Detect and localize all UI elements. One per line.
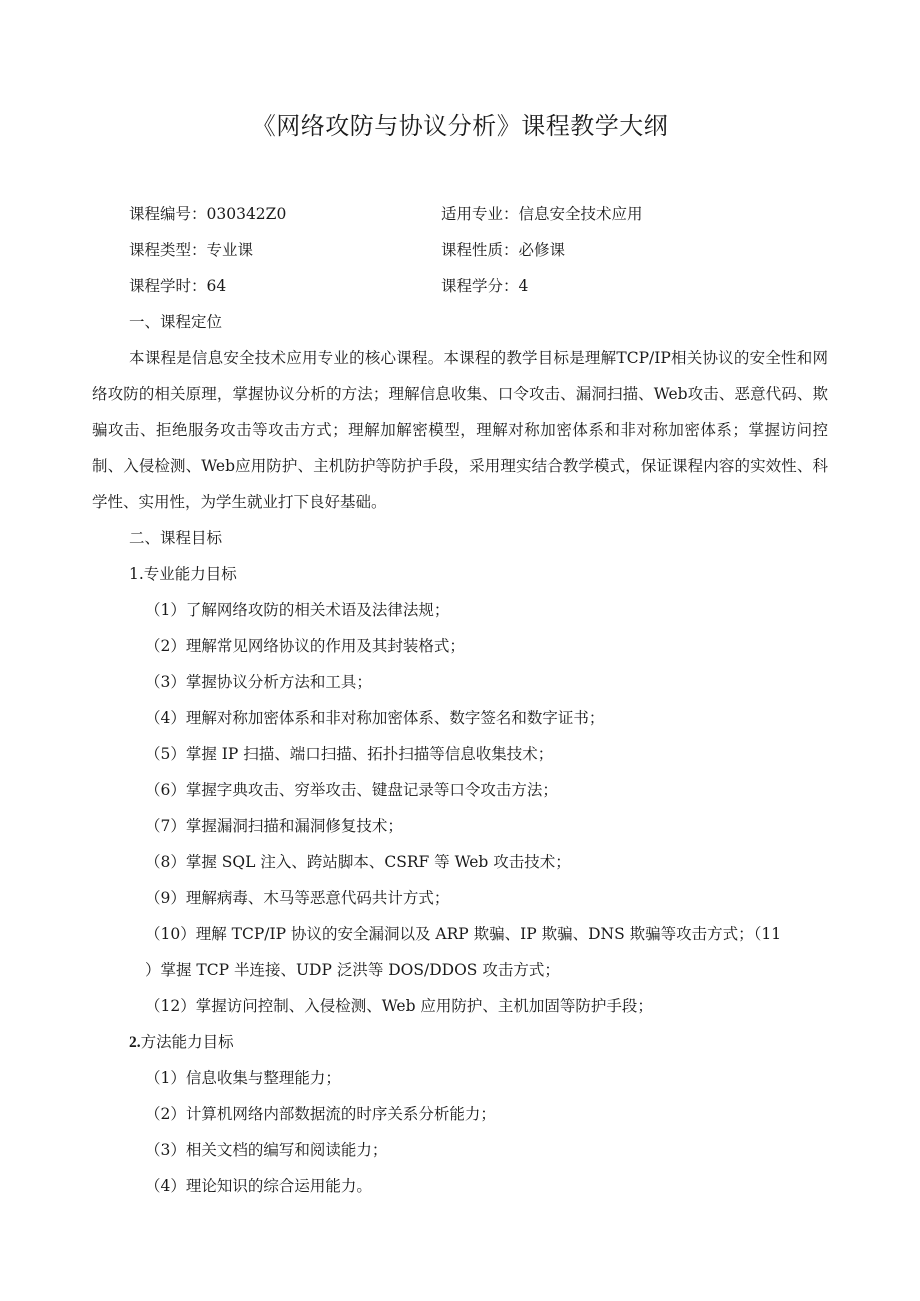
list-item: （12）掌握访问控制、入侵检测、Web 应用防护、主机加固等防护手段； [145,997,653,1015]
course-hours: 课程学时：64 [129,277,227,295]
list-item: （4）理解对称加密体系和非对称加密体系、数字签名和数字证书； [145,709,605,727]
list-item: （7）掌握漏洞扫描和漏洞修复技术； [145,817,403,835]
list-item: （3）相关文档的编写和阅读能力； [145,1141,388,1159]
course-nature: 课程性质：必修课 [441,241,566,259]
course-code: 课程编号：030342Z0 [129,205,287,223]
list-item: （9）理解病毒、木马等恶意代码共计方式； [145,889,450,907]
course-info-row [129,196,829,232]
list-item: （1）信息收集与整理能力； [145,1069,341,1087]
list-item: （1）了解网络攻防的相关术语及法律法规； [145,601,450,619]
list-item: （3）掌握协议分析方法和工具； [145,673,372,691]
course-credits: 课程学分：4 [441,277,529,295]
course-info-row [129,268,829,304]
subsection-heading-method [92,1024,832,1060]
positioning-paragraph: 本课程是信息安全技术应用专业的核心课程。本课程的教学目标是理解TCP/IP相关协议的安全性和网络攻防的相关原理，掌握协议分析的方法；理解信息收集、口令攻击、漏洞扫描、Web攻击、恶意代码、欺骗攻击、拒绝服务攻击等攻击方式；理解加解密模型，理解对称加密体系和非对称加密体系；掌握访问控制、入侵检测、Web应用防护、主机防护等防护手段，采用理实结合教学模式，保证课程内容的实效性、科学性、实用性，为学生就业打下良好基础。 [92,349,828,511]
list-item: （6）掌握字典攻击、穷举攻击、键盘记录等口令攻击方法； [145,781,558,799]
course-type: 课程类型：专业课 [129,241,254,259]
list-item: （10）理解 TCP/IP 协议的安全漏洞以及 ARP 欺骗、IP 欺骗、DNS 欺骗等攻击方式；（11 [145,925,782,943]
applicable-major: 适用专业：信息安全技术应用 [441,205,643,223]
subsection-title: 方法能力目标 [140,1033,234,1051]
list-item: （8）掌握 SQL 注入、跨站脚本、CSRF 等 Web 攻击技术； [145,853,571,871]
list-item-continuation: ）掌握 TCP 半连接、UDP 泛洪等 DOS/DDOS 攻击方式； [145,961,560,979]
list-item: （4）理论知识的综合运用能力。 [145,1177,372,1195]
course-info-row [129,232,829,268]
course-info [129,196,829,304]
list-item: （2）理解常见网络协议的作用及其封装格式； [145,637,465,655]
document-title: 《网络攻防与协议分析》课程教学大纲 [251,112,669,140]
subsection-heading-professional: 1.专业能力目标 [129,565,237,583]
document-body [92,304,832,1204]
section-heading-positioning: 一、课程定位 [129,313,223,331]
list-item: （5）掌握 IP 扫描、端口扫描、拓扑扫描等信息收集技术； [145,745,554,763]
list-item: （2）计算机网络内部数据流的时序关系分析能力； [145,1105,496,1123]
subsection-number: 2. [129,1034,141,1051]
section-heading-objectives: 二、课程目标 [129,529,223,547]
